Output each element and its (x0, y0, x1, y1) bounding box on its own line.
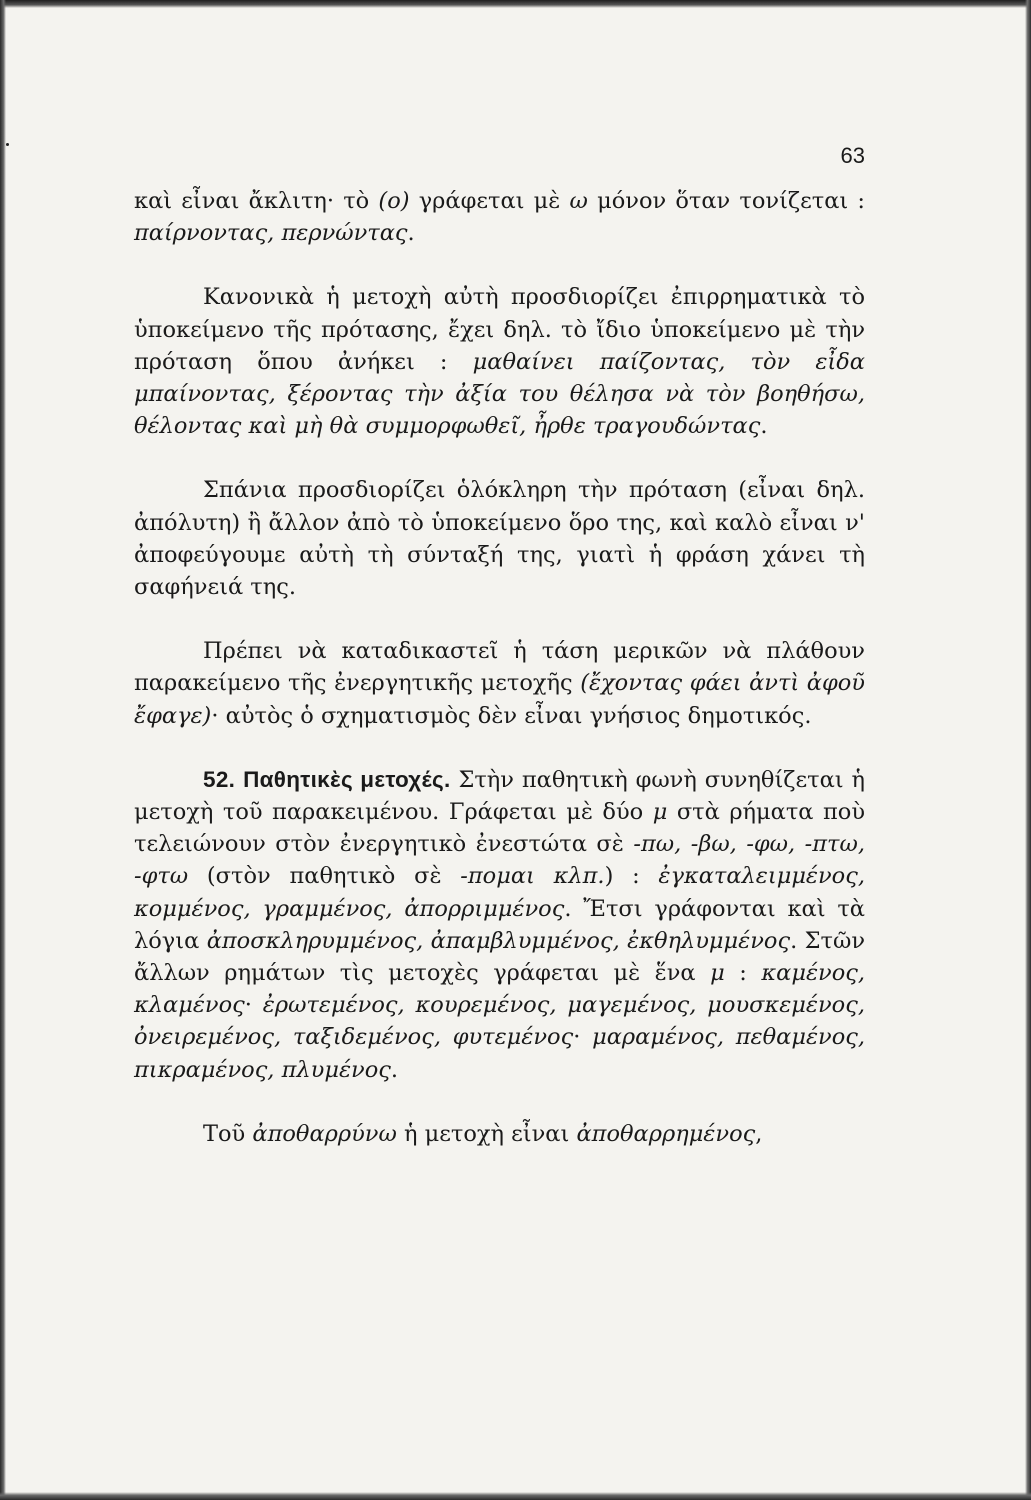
text-run: ) : (604, 863, 659, 890)
italic-run: (ο) (378, 188, 410, 214)
body-text (134, 185, 865, 1150)
italic-run: ω (569, 188, 588, 214)
italic-run: -πω, -βω, -φω, -πτω, -φτω (134, 831, 866, 890)
italic-run: μαθαίνει παίζοντας, τὸν εἶδα μπαίνοντας, ξέροντας τὴν ἀξία του θέλησα νὰ τὸν βοηθήσω, θέλοντας καὶ μὴ θὰ συμμορφωθεῖ, ἦρθε τραγουδώντας (134, 348, 865, 440)
italic-run: μ (710, 960, 725, 987)
text-run: γράφεται μὲ (409, 188, 570, 214)
text-run: καὶ εἶναι ἄκλιτη· τὸ (134, 188, 379, 214)
text-run: . (760, 413, 768, 440)
paragraph-3 (134, 474, 865, 603)
paragraph-2 (134, 281, 865, 442)
paragraph-6 (134, 1118, 865, 1150)
paragraph-1 (134, 185, 865, 249)
italic-run: ἀποθαρρημένος (576, 1120, 756, 1147)
text-run: Τοῦ (203, 1120, 253, 1147)
section-number: 52. (203, 766, 236, 792)
text-run: . Στῶν ἄλλων ρημάτων τὶς μετοχὲς γράφεται μὲ ἕνα (134, 927, 866, 987)
text-run: μόνον ὅταν τονίζεται : (587, 188, 865, 214)
italic-run: καμένος, κλαμένος (134, 960, 865, 1019)
text-run: . (407, 220, 415, 247)
italic-run: (ἔχοντας φάει ἀντὶ ἀφοῦ ἔφαγε) (134, 670, 865, 729)
italic-run: ἀποσκληρυμμένος, ἀπαμβλυμμένος, ἐκθηλυμμένος (206, 927, 791, 954)
text-run: · αὐτὸς ὁ σχηματισμὸς δὲν εἶναι γνήσιος δημοτικός. (211, 702, 812, 729)
text-run: (στὸν παθητικὸ σὲ (188, 863, 461, 890)
paragraph-4 (134, 635, 865, 732)
paragraph-section-52 (134, 764, 865, 1086)
text-run: στὰ ρήματα ποὺ τελειώνουν στὸν ἐνεργητικὸ ἐνεστώτα σὲ (134, 799, 865, 858)
italic-run: ἐρωτεμένος, κουρεμένος, μαγεμένος, μουσκεμένος, ὀνειρεμένος, ταξιδεμένος, φυτεμένος (134, 992, 865, 1051)
italic-run: μαραμένος, πεθαμένος, πικραμένος, πλυμένος (134, 1024, 865, 1083)
italic-run: ἐγκαταλειμμένος, κομμένος, γραμμένος, ἀπορριμμένος (134, 863, 865, 922)
text-run: : (724, 960, 762, 987)
text-run: Πρέπει νὰ καταδικαστεῖ ἡ τάση μερικῶν νὰ πλάθουν παρακείμενο τῆς ἐνεργητικῆς μετοχῆς (134, 638, 865, 697)
page-number: 63 (840, 143, 865, 168)
text-run: · (244, 992, 263, 1019)
text-run: , (755, 1120, 763, 1147)
text-run: Σπάνια προσδιορίζει ὁλόκληρη τὴν πρόταση (εἶναι δηλ. ἀπόλυτη) ἢ ἄλλον ἀπὸ τὸ ὑποκείμενο ὅρο της, καὶ καλὸ εἶναι ν' ἀποφεύγουμε αὐτὴ τὴ σύνταξή της, γιατὶ ἡ φράση χάνει τὴ σαφήνειά της. (134, 477, 865, 601)
italic-run: ἀποθαρρύνω (252, 1120, 397, 1147)
italic-run: μ (652, 799, 668, 826)
scan-edge-right (1025, 0, 1031, 1500)
text-run: ἡ μετοχὴ εἶναι (396, 1120, 577, 1147)
text-run: · (573, 1024, 593, 1051)
scan-edge-bottom (0, 1492, 1031, 1500)
text-run: Κανονικὰ ἡ μετοχὴ αὐτὴ προσδιορίζει ἐπιρρηματικὰ τὸ ὑποκείμενο τῆς πρότασης, ἔχει δηλ. τὸ ἴδιο ὑποκείμενο μὲ τὴν πρόταση ὅπου ἀνήκει : (134, 284, 865, 375)
text-run: Στὴν παθητικὴ φωνὴ συνηθίζεται ἡ μετοχὴ τοῦ παρακειμένου. Γράφεται μὲ δύο (134, 766, 865, 826)
italic-run: παίρνοντας, περνώντας (134, 220, 408, 247)
section-title: Παθητικὲς μετοχές. (243, 766, 451, 792)
italic-run: -πομαι κλπ. (460, 863, 605, 890)
text-run: . (390, 1056, 399, 1083)
text-run: . Ἔτσι γράφονται καὶ τὰ λόγια (134, 895, 865, 954)
scan-edge-top (0, 0, 1031, 8)
scan-speck (6, 143, 9, 146)
scan-edge-left (0, 0, 6, 1500)
